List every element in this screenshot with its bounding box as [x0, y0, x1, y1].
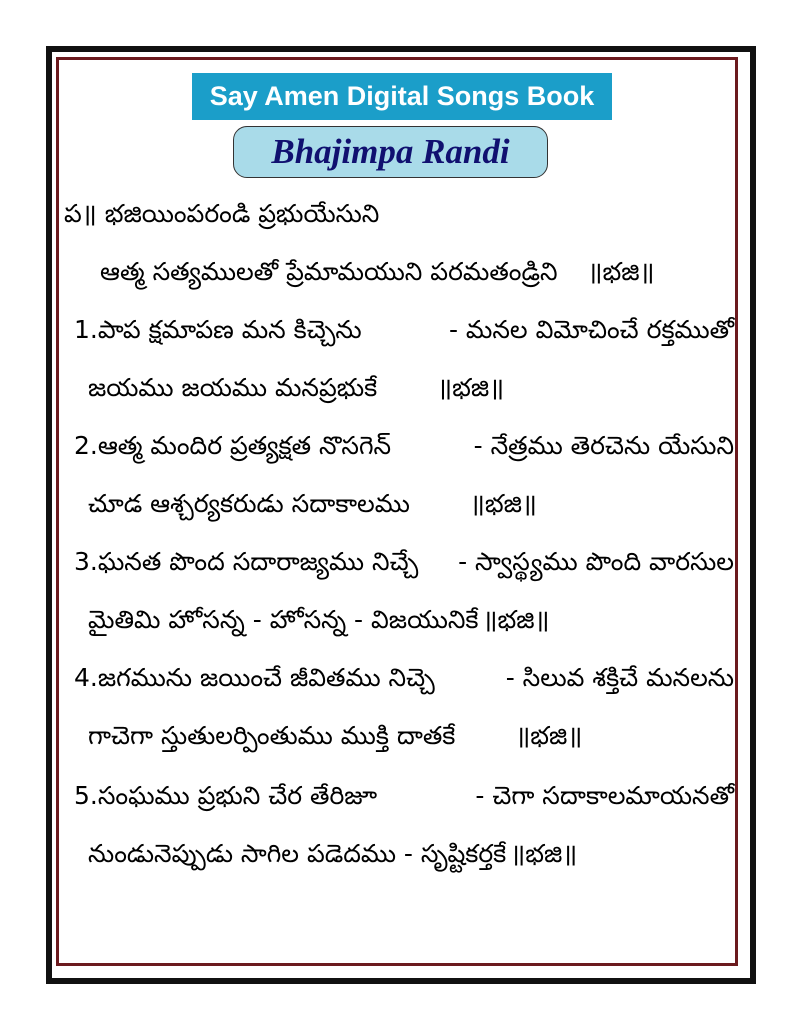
verse-part-c: మైతిమి హోసన్న - హోసన్న - విజయునికే: [88, 605, 479, 634]
verse-part-a: 3.ఘనత పొంద సదారాజ్యము నిచ్చే: [74, 547, 419, 576]
refrain-marker: ॥భజి॥: [587, 257, 655, 286]
verse-2-line-2: [88, 486, 537, 522]
refrain-marker: ॥భజి॥: [482, 605, 550, 634]
verse-3-line-1: [74, 544, 734, 580]
verse-part-c: గాచెగా స్తుతులర్పింతుము ముక్తి దాతకే: [88, 721, 456, 750]
verse-5-line-2: [88, 836, 577, 872]
verse-part-a: 4.జగమును జయించే జీవితము నిచ్చె: [74, 663, 435, 692]
pallavi-line-1: ప॥ భజియింపరండి ప్రభుయేసుని: [64, 199, 380, 228]
verse-4-line-1: [74, 660, 734, 696]
verse-part-a: 2.ఆత్మ మందిర ప్రత్యక్షత నొసగెన్: [74, 431, 392, 460]
refrain-marker: ॥భజి॥: [515, 721, 583, 750]
verse-4-line-2: [88, 718, 582, 754]
verse-5-line-1: [74, 778, 734, 814]
verse-3-line-2: [88, 602, 549, 638]
verse-1-line-1: [74, 312, 734, 348]
refrain-marker: ॥భజి॥: [437, 373, 505, 402]
verse-part-b: - స్వాస్థ్యము పొంది వారసుల: [458, 547, 734, 576]
verse-part-b: - నేత్రము తెరచెను యేసుని: [473, 431, 734, 460]
verse-part-c: నుండునెప్పుడు సాగిల పడెదము - సృష్టికర్తకే: [88, 839, 507, 868]
pallavi-line-2: [100, 254, 655, 290]
pallavi-text: ఆత్మ సత్యములతో ప్రేమామయుని పరమతండ్రిని: [100, 257, 558, 286]
song-title: Bhajimpa Randi: [233, 126, 548, 178]
verse-1-line-2: [88, 370, 504, 406]
refrain-marker: ॥భజి॥: [510, 839, 578, 868]
refrain-marker: ॥భజి॥: [469, 489, 537, 518]
verse-part-b: - మనల విమోచించే రక్తముతో: [448, 315, 734, 344]
verse-2-line-1: [74, 428, 734, 464]
book-banner: Say Amen Digital Songs Book: [192, 73, 612, 120]
verse-part-a: 5.సంఘము ప్రభుని చేర తేరిజూ: [74, 781, 378, 810]
verse-part-c: జయము జయము మనప్రభుకే: [88, 373, 378, 402]
verse-part-b: - సిలువ శక్తిచే మనలను: [505, 663, 734, 692]
verse-part-b: - చెగా సదాకాలమాయనతో: [475, 781, 734, 810]
verse-part-a: 1.పాప క్షమాపణ మన కిచ్చెను: [74, 315, 362, 344]
verse-part-c: చూడ ఆశ్చర్యకరుడు సదాకాలము: [88, 489, 410, 518]
